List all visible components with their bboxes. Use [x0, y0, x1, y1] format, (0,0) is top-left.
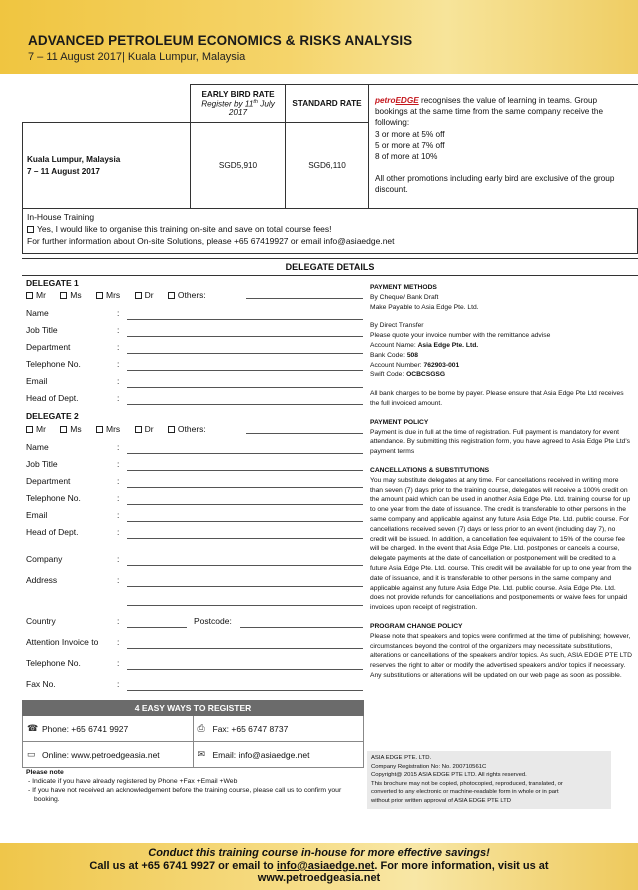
fax-field[interactable]	[127, 690, 363, 691]
address-field-line2[interactable]	[127, 605, 363, 606]
payment-policy-text: Payment is due in full at the time of registration. Full payment is mandatory for event attendance. By submitting this registration form, you have agreed to Asia Edge Pte Ltd's payment terms	[370, 428, 631, 456]
delegate2-name-label: Name	[26, 442, 49, 452]
envelope-icon: ✉	[197, 749, 206, 759]
delegate2-telephone-field[interactable]	[127, 504, 363, 505]
fax-icon: ⎙	[197, 723, 205, 733]
discount-item: 3 or more at 5% off	[375, 129, 445, 139]
delegate2-email-field[interactable]	[127, 521, 363, 522]
fax-label: Fax No.	[26, 679, 56, 689]
delegate1-job-title-label: Job Title	[26, 325, 58, 335]
address-field-line1[interactable]	[127, 586, 363, 587]
early-bird-title: EARLY BIRD RATE	[201, 89, 275, 99]
delegate2-job-title-label: Job Title	[26, 459, 58, 469]
company-telephone-label: Telephone No.	[26, 658, 81, 668]
delegate2-salutations	[26, 424, 218, 434]
note-title: Please note	[26, 769, 64, 776]
delegate2-telephone-label: Telephone No.	[26, 493, 81, 503]
register-fax[interactable]: ⎙ Fax: +65 6747 8737	[193, 716, 365, 741]
salutation-ms[interactable]: Ms	[60, 424, 81, 434]
inhouse-option[interactable]: Yes, I would like to organise this training on-site and save on total course fees!	[27, 223, 633, 235]
register-online[interactable]: ▭ Online: www.petroedgeasia.net	[22, 742, 193, 767]
early-bird-header	[191, 85, 286, 123]
delegate1-department-label: Department	[26, 342, 71, 352]
company-field[interactable]	[127, 565, 363, 566]
delegate1-email-label: Email	[26, 376, 48, 386]
inhouse-title: In-House Training	[27, 212, 95, 222]
salutation-mr[interactable]: Mr	[26, 424, 46, 434]
page-subtitle: 7 – 11 August 2017| Kuala Lumpur, Malaysia	[28, 51, 246, 63]
bank-charges-note: All bank charges to be borne by payer. Please ensure that Asia Edge Pte Ltd receives the full invoiced amount.	[370, 390, 624, 407]
payment-methods-title: PAYMENT METHODS	[370, 284, 437, 291]
country-label: Country	[26, 616, 56, 626]
early-bird-deadline: Register by 11th July 2017	[201, 98, 275, 118]
delegate1-job-title-field[interactable]	[127, 336, 363, 337]
program-change-title: PROGRAM CHANGE POLICY	[370, 622, 463, 630]
account-number: Account Number: 762903-001	[370, 361, 460, 369]
pricing-blank-cell	[23, 85, 191, 123]
salutation-others[interactable]: Others:	[168, 290, 206, 300]
location-cell	[23, 123, 191, 209]
salutation-dr[interactable]: Dr	[135, 424, 154, 434]
delegate1-others-field[interactable]	[246, 298, 363, 299]
delegate2-head-of-dept-field[interactable]	[127, 538, 363, 539]
footer-tagline: Conduct this training course in-house for more effective savings!	[148, 847, 490, 859]
bank-code: Bank Code: 508	[370, 351, 418, 359]
note-item: - Indicate if you have already registered by Phone +Fax +Email +Web	[28, 778, 238, 785]
early-bird-price: SGD5,910	[191, 123, 286, 209]
register-phone[interactable]: ☎ Phone: +65 6741 9927	[22, 716, 193, 741]
register-panel	[22, 700, 364, 768]
group-text: petroEDGE recognises the value of learning in teams. Group bookings at the same time from the same company receive the following:	[375, 96, 603, 128]
swift-code: Swift Code: OCBCSGSG	[370, 371, 446, 379]
payment-policy-title: PAYMENT POLICY	[370, 418, 429, 426]
salutation-mrs[interactable]: Mrs	[96, 424, 120, 434]
address-label: Address	[26, 575, 58, 585]
delegate1-heading: DELEGATE 1	[26, 278, 79, 288]
standard-title: STANDARD RATE	[292, 99, 362, 108]
delegate2-head-of-dept-label: Head of Dept.	[26, 527, 79, 537]
attention-field[interactable]	[127, 648, 363, 649]
account-name: Account Name: Asia Edge Pte. Ltd.	[370, 341, 479, 349]
standard-price: SGD6,110	[286, 123, 369, 209]
computer-icon: ▭	[27, 749, 36, 759]
discount-item: 8 of more at 10%	[375, 152, 438, 162]
phone-icon: ☎	[27, 723, 39, 733]
standard-header	[286, 85, 369, 123]
delegate-details-header: DELEGATE DETAILS	[22, 258, 638, 276]
delegate2-department-field[interactable]	[127, 487, 363, 488]
delegate1-telephone-label: Telephone No.	[26, 359, 81, 369]
petroedge-logo: petro	[375, 96, 396, 105]
terms-column: PAYMENT METHODS By Cheque/ Bank Draft Make Payable to Asia Edge Pte. Ltd. By Direct Transfer Please quote your invoice number with the remittance advise Account Name: Asia Edge Pte. Ltd. Bank Code: 508 Account Number: 762903-001 Swift Code: OCBCSGSG All bank charges to be borne by payer. Please ensure that Asia Edge Pte Ltd receives the full invoiced amount. PAYMENT POLICY Payment is due in full at the time of registration. Full payment is mandatory for event attendance. By submitting this registration form, you have agreed to Asia Edge Pte Ltd's payment terms CANCELLATIONS & SUBSTITUTIONS You may substitute delegates at any time. For cancellations received in writing more than seven (7) days prior to the training course, delegates will receive a 100% credit on the amount paid which can be used in another Asia Edge Pte. Ltd. training course for up to one year from the date of issuance. The credit is transferable to other persons in the same company and applicable against any future Asia Edge Pte. Ltd. public course. For cancellations received seven (7) days or less prior to an event (including day 7), no credit will be issued. In addition, a cancellation fee equivalent to 15% of the course fee will be charged. In the event that Asia Edge Pte. Ltd. postpones or cancels a course, delegate payments at the date of cancellation or postponement will be credited to a future Asia Edge Pte. Ltd. course. This credit will be available for up to one year from the date of issuance, and it is transferable to other persons in the same company and applicable against any future Asia Edge Pte. Ltd. public course. Asia Edge Pte. Ltd. does not provide refunds for cancellations and postponements or waive fees for unpaid invoices upon receipt of registration. PROGRAM CHANGE POLICY Please note that speakers and topics were confirmed at the time of publishing; however, circumstances beyond the control of the organizers may necessitate substitutions, alterations or cancellations of the speakers and/or topics. As such, ASIA EDGE PTE LTD reserves the right to alter or modify the advertised speakers and/or topics if necessary. Any substitutions or alterations will be updated on our web page as soon as possible.	[370, 284, 632, 679]
delegate1-head-of-dept-field[interactable]	[127, 404, 363, 405]
delegate1-email-field[interactable]	[127, 387, 363, 388]
footer-email-link[interactable]: info@asiaedge.net	[276, 860, 375, 872]
note-item: - If you have not received an acknowledgement before the training course, please call us to confirm your booking.	[28, 787, 342, 803]
salutation-mrs[interactable]: Mrs	[96, 290, 120, 300]
delegate2-heading: DELEGATE 2	[26, 411, 79, 421]
delegate1-head-of-dept-label: Head of Dept.	[26, 393, 79, 403]
company-telephone-field[interactable]	[127, 669, 363, 670]
inhouse-info: For further information about On-site Solutions, please +65 67419927 or email info@asiaedge.net	[27, 236, 395, 246]
delegate2-name-field[interactable]	[127, 453, 363, 454]
salutation-ms[interactable]: Ms	[60, 290, 81, 300]
group-discount-cell	[369, 85, 638, 209]
cancellations-text: You may substitute delegates at any time. For cancellations received in writing more than seven (7) days prior to the training course, delegates will receive a 100% credit on the amount paid which can be used in another Asia Edge Pte. Ltd. training course for up to one year from the date of issuance. The credit is transferable to other persons in the same company and applicable against any future Asia Edge Pte. Ltd. public course. For cancellations received seven (7) days or less prior to an event (including day 7), no credit will be issued. In addition, a cancellation fee equivalent to 15% of the course fee will be charged. In the event that Asia Edge Pte. Ltd. postpones or cancels a course, delegate payments at the date of cancellation or postponement will be credited to a future Asia Edge Pte. Ltd. course. This credit will be available for up to one year from the date of issuance, and it is transferable to other persons in the same company and applicable against any future Asia Edge Pte. Ltd. public course. Asia Edge Pte. Ltd. does not provide refunds for cancellations and postponements or waive fees for unpaid invoices upon receipt of registration.	[370, 476, 632, 612]
page-title: ADVANCED PETROLEUM ECONOMICS & RISKS ANALYSIS	[28, 33, 413, 48]
delegate1-department-field[interactable]	[127, 353, 363, 354]
delegate1-name-field[interactable]	[127, 319, 363, 320]
pricing-table	[22, 84, 638, 209]
country-field[interactable]	[127, 627, 187, 628]
location: Kuala Lumpur, Malaysia	[27, 154, 121, 164]
delegate2-job-title-field[interactable]	[127, 470, 363, 471]
postcode-label: Postcode:	[194, 616, 232, 626]
discount-item: 5 or more at 7% off	[375, 140, 445, 150]
company-label: Company	[26, 554, 63, 564]
attention-label: Attention Invoice to	[26, 637, 99, 647]
salutation-mr[interactable]: Mr	[26, 290, 46, 300]
salutation-others[interactable]: Others:	[168, 424, 206, 434]
inhouse-box	[22, 208, 638, 254]
course-dates: 7 – 11 August 2017	[27, 166, 100, 176]
cancellations-title: CANCELLATIONS & SUBSTITUTIONS	[370, 466, 490, 474]
footer-contact: Call us at +65 6741 9927 or email to info@asiaedge.net. For more information, visit us at	[89, 860, 549, 872]
footer-banner	[0, 843, 638, 890]
delegate1-telephone-field[interactable]	[127, 370, 363, 371]
program-change-text: Please note that speakers and topics were confirmed at the time of publishing; however, circumstances beyond the control of the organizers may necessitate substitutions, alterations or cancellations of the speakers and/or topics. As such, ASIA EDGE PTE LTD reserves the right to alter or modify the advertised speakers and/or topics if necessary. Any substitutions or alterations will be updated on our web page as soon as possible.	[370, 632, 632, 679]
delegate2-others-field[interactable]	[246, 433, 363, 434]
please-note	[26, 768, 366, 804]
postcode-field[interactable]	[240, 627, 363, 628]
copyright-box: ASIA EDGE PTE. LTD. Company Registration No: No. 200710561C Copyright@ 2015 ASIA EDGE PTE LTD. All rights reserved. This brochure may not be copied, photocopied, reproduced, translated, or converted to any electronic or machine-readable form in whole or in part without prior written approval of ASIA EDGE PTE LTD	[367, 751, 611, 809]
delegate1-name-label: Name	[26, 308, 49, 318]
header-banner	[0, 0, 638, 74]
delegate2-email-label: Email	[26, 510, 48, 520]
register-title: 4 EASY WAYS TO REGISTER	[22, 700, 364, 716]
inhouse-checkbox[interactable]	[27, 226, 34, 233]
footer-website-link[interactable]: www.petroedgeasia.net	[257, 872, 381, 884]
exclusive-note: All other promotions including early bird are exclusive of the group discount.	[375, 174, 615, 195]
delegate1-salutations	[26, 290, 218, 300]
salutation-dr[interactable]: Dr	[135, 290, 154, 300]
delegate2-department-label: Department	[26, 476, 71, 486]
register-email[interactable]: ✉ Email: info@asiaedge.net	[193, 742, 365, 767]
